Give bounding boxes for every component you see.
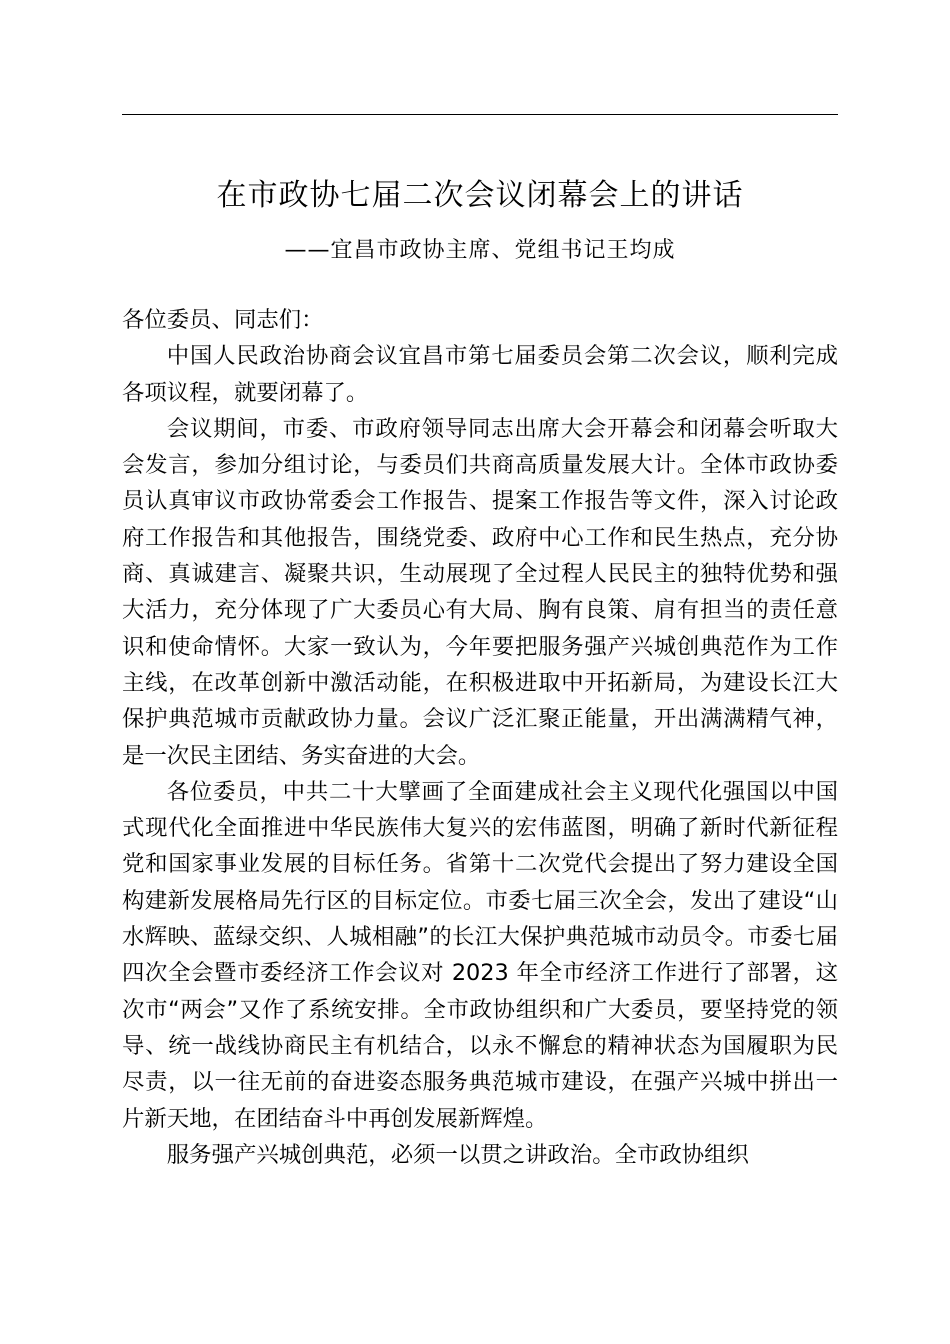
paragraph-3: 各位委员，中共二十大擘画了全面建成社会主义现代化强国以中国式现代化全面推进中华民族伟大复兴的宏伟蓝图，明确了新时代新征程党和国家事业发展的目标任务。省第十二次党代会提出了努力建设全国构建新发展格局先行区的目标定位。市委七届三次全会，发出了建设“山水辉映、蓝绿交织、人城相融”的长江大保护典范城市动员令。市委七届四次全会暨市委经济工作会议对 2023 年全市经济工作进行了部署，这次市“两会”又作了系统安排。全市政协组织和广大委员，要坚持党的领导、统一战线协商民主有机结合，以永不懈怠的精神状态为国履职为民尽责，以一往无前的奋进姿态服务典范城市建设，在强产兴城中拼出一片新天地，在团结奋斗中再创发展新辉煌。 bbox=[122, 778, 838, 1132]
document-subtitle: ——宜昌市政协主席、党组书记王均成 bbox=[284, 238, 676, 263]
salutation: 各位委员、同志们： bbox=[122, 307, 324, 333]
document-body bbox=[122, 302, 838, 1173]
header-rule bbox=[122, 114, 838, 115]
document-title: 在市政协七届二次会议闭幕会上的讲话 bbox=[216, 178, 744, 213]
paragraph-4: 服务强产兴城创典范，必须一以贯之讲政治。全市政协组织 bbox=[166, 1141, 749, 1168]
paragraph-1: 中国人民政治协商会议宜昌市第七届委员会第二次会议，顺利完成各项议程，就要闭幕了。 bbox=[122, 343, 838, 406]
paragraph-2: 会议期间，市委、市政府领导同志出席大会开幕会和闭幕会听取大会发言，参加分组讨论，与委员们共商高质量发展大计。全体市政协委员认真审议市政协常委会工作报告、提案工作报告等文件，深入讨论政府工作报告和其他报告，围绕党委、政府中心工作和民生热点，充分协商、真诚建言、凝聚共识，生动展现了全过程人民民主的独特优势和强大活力，充分体现了广大委员心有大局、胸有良策、肩有担当的责任意识和使命情怀。大家一致认为，今年要把服务强产兴城创典范作为工作主线，在改革创新中激活动能，在积极进取中开拓新局，为建设长江大保护典范城市贡献政协力量。会议广泛汇聚正能量，开出满满精气神，是一次民主团结、务实奋进的大会。 bbox=[122, 415, 838, 769]
